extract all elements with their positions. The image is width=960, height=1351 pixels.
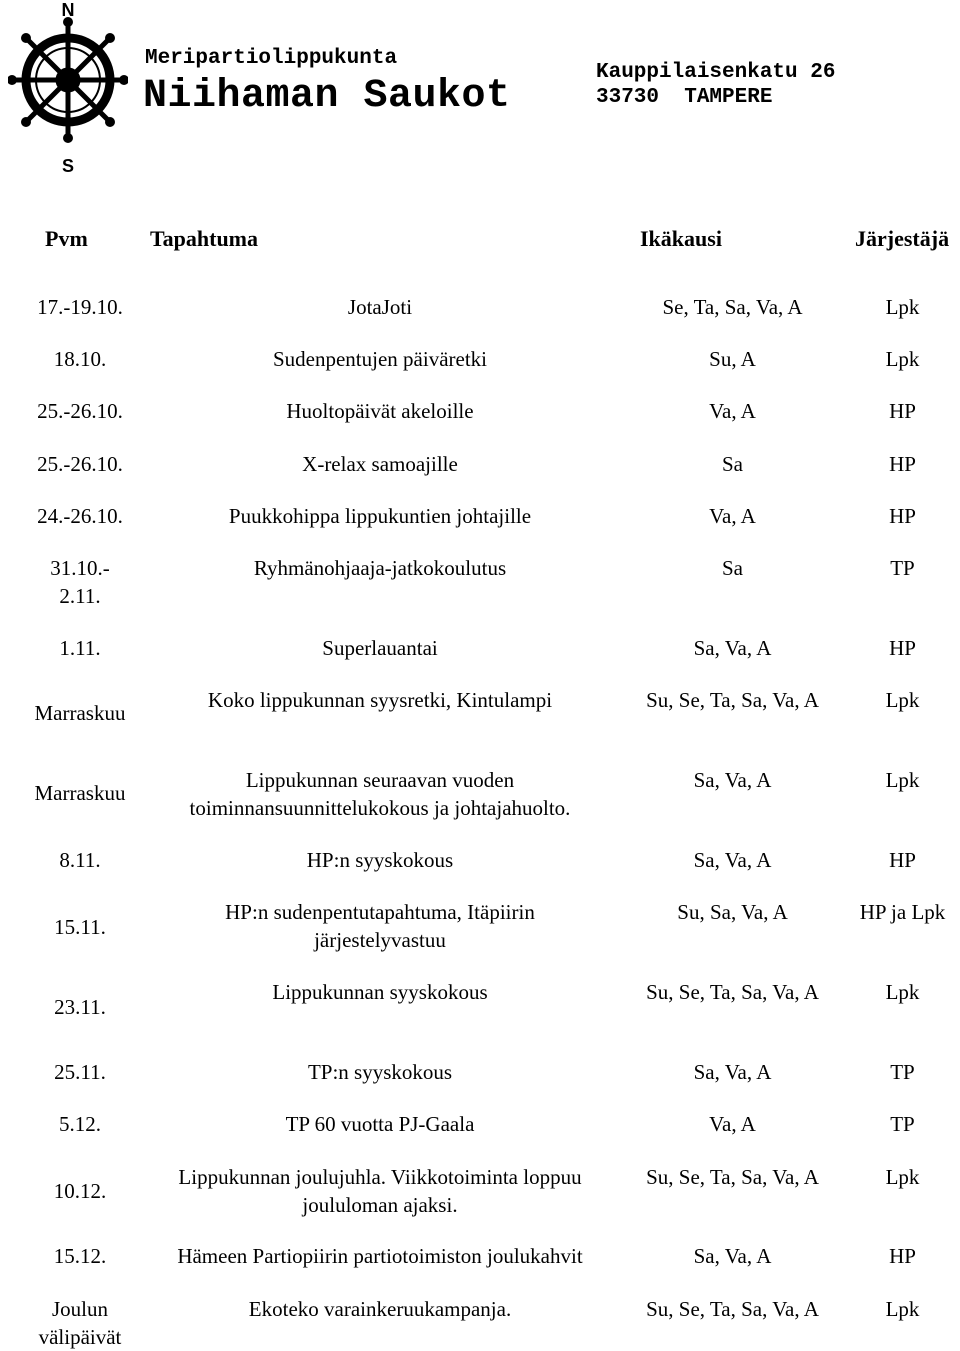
row-date: 25.-26.10. bbox=[37, 452, 123, 476]
row-event: TP:n syyskokous bbox=[307, 1060, 453, 1084]
row-age: Sa bbox=[722, 452, 743, 476]
address bbox=[596, 60, 835, 110]
row-date: 1.11. bbox=[59, 636, 101, 660]
row-event: Huoltopäivät akeloille bbox=[286, 399, 474, 423]
row-event: Lippukunnan joulujuhla. Viikkotoiminta loppuu joululoman ajaksi. bbox=[178, 1165, 582, 1217]
row-age: Su, Se, Ta, Sa, Va, A bbox=[646, 1165, 819, 1189]
row-date: 24.-26.10. bbox=[37, 504, 123, 528]
column-header-date: Pvm bbox=[45, 226, 88, 251]
row-event: Lippukunnan syyskokous bbox=[272, 980, 488, 1004]
row-organizer: HP bbox=[889, 848, 916, 872]
compass-south-letter: S bbox=[61, 156, 75, 176]
row-organizer: HP bbox=[889, 399, 916, 423]
row-organizer: HP bbox=[889, 636, 916, 660]
row-age: Va, A bbox=[709, 504, 756, 528]
row-date: Joulun välipäivät bbox=[38, 1297, 122, 1349]
row-event: X-relax samoajille bbox=[302, 452, 458, 476]
row-organizer: Lpk bbox=[885, 768, 920, 792]
row-event: Sudenpentujen päiväretki bbox=[272, 347, 488, 371]
address-city: 33730 TAMPERE bbox=[596, 86, 773, 109]
row-date: 15.11. bbox=[54, 915, 106, 939]
row-age: Se, Ta, Sa, Va, A bbox=[662, 295, 803, 319]
org-name: Niihaman Saukot bbox=[143, 74, 511, 119]
row-event: HP:n sudenpentutapahtuma, Itäpiirin järjestelyvastuu bbox=[225, 900, 535, 952]
row-organizer: Lpk bbox=[885, 1297, 920, 1321]
row-event: Ryhmänohjaaja-jatkokoulutus bbox=[253, 556, 507, 580]
row-event: Superlauantai bbox=[322, 636, 438, 660]
row-age: Sa, Va, A bbox=[693, 1060, 772, 1084]
row-organizer: Lpk bbox=[885, 347, 920, 371]
row-event: TP 60 vuotta PJ-Gaala bbox=[285, 1112, 475, 1136]
row-date: 15.12. bbox=[53, 1244, 107, 1268]
row-date: 25.-26.10. bbox=[37, 399, 123, 423]
row-event: Lippukunnan seuraavan vuoden toiminnansuunnittelukokous ja johtajahuolto. bbox=[189, 768, 571, 820]
row-date: Marraskuu bbox=[34, 781, 126, 805]
row-age: Su, Se, Ta, Sa, Va, A bbox=[646, 688, 819, 712]
row-organizer: Lpk bbox=[885, 295, 920, 319]
row-organizer: TP bbox=[890, 556, 915, 580]
row-organizer: HP bbox=[889, 452, 916, 476]
row-age: Sa, Va, A bbox=[693, 636, 772, 660]
row-date: 23.11. bbox=[54, 995, 106, 1019]
column-header-organizer: Järjestäjä bbox=[855, 226, 950, 251]
row-event: Koko lippukunnan syysretki, Kintulampi bbox=[207, 688, 553, 712]
row-date: 10.12. bbox=[53, 1179, 107, 1203]
row-date: Marraskuu bbox=[34, 701, 126, 725]
row-organizer: HP bbox=[889, 504, 916, 528]
row-age: Sa, Va, A bbox=[693, 848, 772, 872]
compass-north-letter: N bbox=[61, 0, 75, 20]
row-event: JotaJoti bbox=[347, 295, 413, 319]
row-organizer: HP bbox=[889, 1244, 916, 1268]
row-event: Ekoteko varainkeruukampanja. bbox=[248, 1297, 512, 1321]
row-date: 18.10. bbox=[53, 347, 107, 371]
row-age: Su, Se, Ta, Sa, Va, A bbox=[646, 1297, 819, 1321]
column-header-age: Ikäkausi bbox=[640, 226, 722, 251]
org-subtitle: Meripartiolippukunta bbox=[145, 47, 398, 70]
row-age: Su, A bbox=[709, 347, 756, 371]
row-event: Hämeen Partiopiirin partiotoimiston joulukahvit bbox=[177, 1244, 583, 1268]
row-organizer: Lpk bbox=[885, 1165, 920, 1189]
row-organizer: Lpk bbox=[885, 980, 920, 1004]
row-date: 8.11. bbox=[59, 848, 101, 872]
row-event: Puukkohippa lippukuntien johtajille bbox=[228, 504, 532, 528]
row-date: 31.10.- 2.11. bbox=[50, 556, 110, 608]
row-age: Su, Se, Ta, Sa, Va, A bbox=[646, 980, 819, 1004]
row-organizer: Lpk bbox=[885, 688, 920, 712]
row-age: Va, A bbox=[709, 1112, 756, 1136]
column-header-event: Tapahtuma bbox=[150, 226, 259, 251]
row-age: Sa, Va, A bbox=[693, 768, 772, 792]
row-date: 25.11. bbox=[54, 1060, 106, 1084]
row-age: Su, Sa, Va, A bbox=[677, 900, 788, 924]
row-date: 17.-19.10. bbox=[37, 295, 123, 319]
row-organizer: TP bbox=[890, 1112, 915, 1136]
address-street: Kauppilaisenkatu 26 bbox=[596, 61, 836, 84]
ships-wheel-logo bbox=[8, 0, 128, 180]
row-age: Sa bbox=[722, 556, 743, 580]
row-age: Sa, Va, A bbox=[693, 1244, 772, 1268]
row-date: 5.12. bbox=[59, 1112, 101, 1136]
row-event: HP:n syyskokous bbox=[306, 848, 454, 872]
row-organizer: TP bbox=[890, 1060, 915, 1084]
row-age: Va, A bbox=[709, 399, 756, 423]
row-organizer: HP ja Lpk bbox=[859, 900, 946, 924]
